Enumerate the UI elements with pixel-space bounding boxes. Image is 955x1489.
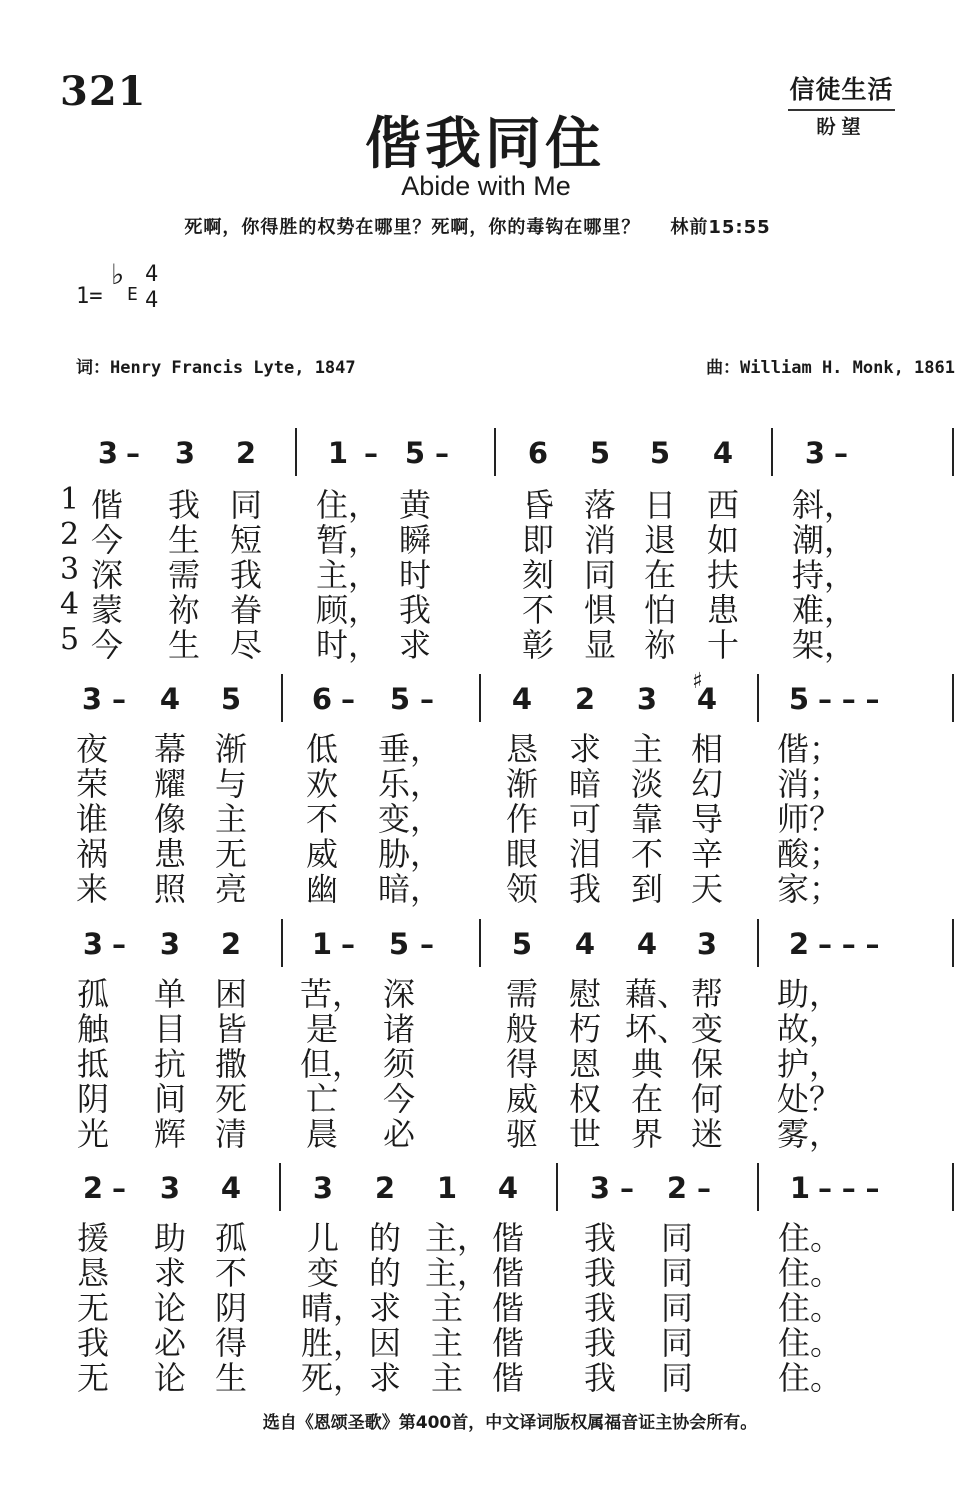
note: 3 (81, 682, 103, 716)
note: 2 (574, 682, 596, 716)
lyric-char: 昏 (521, 486, 555, 524)
lyric-char: 师？ (776, 800, 842, 838)
duration-dash: – (341, 928, 355, 961)
lyric-char: 主 (430, 1289, 464, 1327)
note: 5 (511, 927, 533, 961)
lyric-char: 刻 (521, 556, 555, 594)
lyric-char: 同 (660, 1324, 694, 1362)
lyric-char: 故， (776, 1010, 842, 1048)
lyric-char: 幽 (305, 870, 339, 908)
lyric-char: 同 (660, 1289, 694, 1327)
lyric-char: 保 (690, 1045, 724, 1083)
note: 6 (527, 436, 549, 470)
lyric-char: 深 (382, 975, 416, 1013)
note: 1 (311, 927, 333, 961)
scripture-reference: 林前15:55 (670, 217, 771, 238)
lyric-char: 在 (643, 556, 677, 594)
key-prefix: 1= (76, 284, 103, 309)
lyric-char: 欢 (305, 765, 339, 803)
lyric-char: 暂， (315, 521, 381, 559)
barline (952, 428, 954, 476)
verse-number: 1 (60, 482, 80, 517)
lyric-char: 天 (690, 870, 724, 908)
lyric-char: 夜 (75, 730, 109, 768)
lyric-char: 生 (214, 1359, 248, 1397)
note: 2 (235, 436, 257, 470)
lyric-char: 我 (76, 1324, 110, 1362)
lyric-char: 幕 (153, 730, 187, 768)
duration-dash: – – – (818, 928, 880, 961)
lyric-char: 显 (583, 626, 617, 664)
note: 4 (220, 1171, 242, 1205)
verse-number: 3 (60, 552, 80, 587)
lyric-char: 淡 (630, 765, 664, 803)
lyric-char: 必 (382, 1115, 416, 1153)
note: 3 (589, 1171, 611, 1205)
lyric-char: 我 (583, 1219, 617, 1257)
barline (952, 919, 954, 967)
lyric-char: 患 (153, 835, 187, 873)
barline (757, 919, 759, 967)
lyric-char: 偕 (491, 1289, 525, 1327)
lyric-char: 酸； (776, 835, 842, 873)
note: 5 (404, 436, 426, 470)
duration-dash: – (420, 928, 434, 961)
lyric-char: 何 (690, 1080, 724, 1118)
lyric-char: 同 (660, 1219, 694, 1257)
lyric-char: 祢 (643, 626, 677, 664)
lyric-char: 儿 (306, 1219, 340, 1257)
lyric-char: 得 (505, 1045, 539, 1083)
lyricist-credit: 词：Henry Francis Lyte, 1847 (76, 358, 356, 378)
barline (757, 674, 759, 722)
lyric-char: 渐 (214, 730, 248, 768)
lyric-char: 无 (76, 1359, 110, 1397)
duration-dash: – (364, 437, 378, 470)
lyric-char: 须 (382, 1045, 416, 1083)
lyric-char: 偕 (491, 1359, 525, 1397)
note: 3 (159, 1171, 181, 1205)
note: 3 (97, 436, 119, 470)
lyric-char: 渐 (505, 765, 539, 803)
lyric-char: 像 (153, 800, 187, 838)
lyric-char: 皆 (214, 1010, 248, 1048)
lyric-char: 今 (90, 521, 124, 559)
lyric-char: 短 (229, 521, 263, 559)
lyric-char: 驱 (505, 1115, 539, 1153)
lyric-char: 领 (505, 870, 539, 908)
lyric-char: 辛 (690, 835, 724, 873)
lyric-char: 抵 (76, 1045, 110, 1083)
lyric-char: 求 (398, 626, 432, 664)
lyric-char: 的 (368, 1219, 402, 1257)
lyric-char: 祸 (75, 835, 109, 873)
barline (494, 428, 496, 476)
lyric-char: 相 (690, 730, 724, 768)
lyric-char: 我 (583, 1254, 617, 1292)
lyric-char: 死， (300, 1359, 366, 1397)
note: 4 (574, 927, 596, 961)
lyric-char: 偕 (491, 1219, 525, 1257)
lyric-char: 蒙 (90, 591, 124, 629)
lyric-char: 胁， (377, 835, 443, 873)
lyric-char: 谁 (75, 800, 109, 838)
lyric-char: 顾， (315, 591, 381, 629)
lyric-char: 同 (660, 1359, 694, 1397)
lyric-char: 主 (430, 1324, 464, 1362)
duration-dash: – (112, 1172, 126, 1205)
lyric-char: 援 (76, 1219, 110, 1257)
lyric-char: 同 (583, 556, 617, 594)
duration-dash: – (435, 437, 449, 470)
time-signature (145, 262, 158, 314)
duration-dash: – (697, 1172, 711, 1205)
lyric-char: 帮 (690, 975, 724, 1013)
time-signature-bottom: 4 (145, 288, 159, 313)
note: 4 (159, 682, 181, 716)
note: 1 (327, 436, 349, 470)
lyric-char: 祢 (167, 591, 201, 629)
sharp-sign: ♯ (692, 669, 703, 694)
lyric-char: 般 (505, 1010, 539, 1048)
note: 1 (789, 1171, 811, 1205)
lyric-char: 需 (505, 975, 539, 1013)
lyric-char: 因 (368, 1324, 402, 1362)
lyric-char: 变， (377, 800, 443, 838)
barline (295, 428, 297, 476)
lyric-char: 晴， (300, 1289, 366, 1327)
verse-number: 4 (60, 587, 80, 622)
lyric-char: 靠 (630, 800, 664, 838)
lyric-char: 光 (76, 1115, 110, 1153)
lyric-char: 斜， (791, 486, 857, 524)
lyric-char: 助， (776, 975, 842, 1013)
duration-dash: – (112, 683, 126, 716)
duration-dash: – – – (818, 1172, 880, 1205)
lyric-char: 苦， (299, 975, 365, 1013)
lyric-char: 耀 (153, 765, 187, 803)
note: 2 (220, 927, 242, 961)
lyric-char: 撒 (214, 1045, 248, 1083)
lyric-char: 照 (153, 870, 187, 908)
lyric-char: 住。 (777, 1359, 843, 1397)
lyric-char: 在 (630, 1080, 664, 1118)
lyric-char: 护， (776, 1045, 842, 1083)
note: 5 (388, 927, 410, 961)
lyric-char: 眷 (229, 591, 263, 629)
lyric-char: 扶 (706, 556, 740, 594)
lyric-char: 死 (214, 1080, 248, 1118)
duration-dash: – (420, 683, 434, 716)
lyric-char: 暗， (377, 870, 443, 908)
lyric-char: 垂， (377, 730, 443, 768)
lyric-char: 清 (214, 1115, 248, 1153)
lyric-char: 孤 (214, 1219, 248, 1257)
lyric-char: 如 (706, 521, 740, 559)
duration-dash: – (834, 437, 848, 470)
copyright-footer: 选自《恩颂圣歌》第400首，中文译词版权属福音证主协会所有。 (262, 1413, 758, 1433)
lyric-char: 亡 (305, 1080, 339, 1118)
note: 2 (82, 1171, 104, 1205)
note: 4 (511, 682, 533, 716)
lyric-char: 需 (167, 556, 201, 594)
note: 5 (788, 682, 810, 716)
barline (771, 428, 773, 476)
duration-dash: – (341, 683, 355, 716)
lyric-char: 间 (153, 1080, 187, 1118)
lyric-char: 低 (305, 730, 339, 768)
lyric-char: 我 (229, 556, 263, 594)
lyric-char: 患 (706, 591, 740, 629)
lyric-char: 住。 (777, 1254, 843, 1292)
composer-credit: 曲：William H. Monk, 1861 (706, 358, 955, 378)
flat-sign: ♭ (111, 258, 125, 291)
lyric-char: 论 (153, 1359, 187, 1397)
barline (479, 919, 481, 967)
lyric-char: 辉 (153, 1115, 187, 1153)
lyric-char: 但， (299, 1045, 365, 1083)
duration-dash: – (620, 1172, 634, 1205)
lyric-char: 阴 (76, 1080, 110, 1118)
lyric-char: 暗 (568, 765, 602, 803)
lyric-char: 必 (153, 1324, 187, 1362)
lyric-char: 阴 (214, 1289, 248, 1327)
lyric-char: 偕 (491, 1254, 525, 1292)
lyric-char: 即 (521, 521, 555, 559)
lyric-char: 住。 (777, 1324, 843, 1362)
time-signature-top: 4 (145, 262, 159, 287)
note: 4 (712, 436, 734, 470)
lyric-char: 亮 (214, 870, 248, 908)
key-note: E (127, 284, 138, 305)
lyric-char: 求 (368, 1359, 402, 1397)
lyric-char: 不 (214, 1254, 248, 1292)
lyric-char: 退 (643, 521, 677, 559)
hymn-number: 321 (60, 68, 147, 115)
barline (757, 1163, 759, 1211)
lyric-char: 尽 (229, 626, 263, 664)
lyric-char: 处？ (776, 1080, 842, 1118)
lyric-char: 偕 (491, 1324, 525, 1362)
lyric-char: 怕 (643, 591, 677, 629)
lyric-char: 胜， (300, 1324, 366, 1362)
lyric-char: 论 (153, 1289, 187, 1327)
lyric-char: 世 (568, 1115, 602, 1153)
lyric-char: 不 (630, 835, 664, 873)
lyric-char: 同 (660, 1254, 694, 1292)
barline (281, 919, 283, 967)
lyric-char: 求 (368, 1289, 402, 1327)
lyric-char: 恳 (76, 1254, 110, 1292)
verse-number: 5 (60, 622, 80, 657)
lyric-char: 到 (630, 870, 664, 908)
barline (952, 1163, 954, 1211)
lyric-char: 我 (583, 1289, 617, 1327)
note: 3 (696, 927, 718, 961)
lyric-char: 雾， (776, 1115, 842, 1153)
duration-dash: – (126, 437, 140, 470)
note: 3 (312, 1171, 334, 1205)
duration-dash: – – – (818, 683, 880, 716)
lyric-char: 落 (583, 486, 617, 524)
note: 1 (436, 1171, 458, 1205)
barline (281, 674, 283, 722)
lyric-char: 导 (690, 800, 724, 838)
lyric-char: 我 (568, 870, 602, 908)
lyric-char: 住。 (777, 1219, 843, 1257)
lyric-char: 住， (315, 486, 381, 524)
lyric-char: 坏、 (624, 1010, 690, 1048)
lyric-char: 界 (630, 1115, 664, 1153)
lyric-char: 时 (398, 556, 432, 594)
lyric-char: 迷 (690, 1115, 724, 1153)
lyric-char: 时， (315, 626, 381, 664)
lyric-char: 慰 (568, 975, 602, 1013)
lyric-char: 目 (153, 1010, 187, 1048)
lyric-char: 家； (776, 870, 842, 908)
lyric-char: 主， (424, 1254, 490, 1292)
barline (556, 1163, 558, 1211)
lyric-char: 助 (153, 1219, 187, 1257)
lyric-char: 惧 (583, 591, 617, 629)
lyric-char: 黄 (398, 486, 432, 524)
lyric-char: 不 (305, 800, 339, 838)
lyric-char: 得 (214, 1324, 248, 1362)
lyric-char: 住。 (777, 1289, 843, 1327)
lyric-char: 生 (167, 521, 201, 559)
hymn-title: 偕我同住 (365, 112, 605, 177)
lyric-char: 主， (424, 1219, 490, 1257)
lyric-char: 消 (583, 521, 617, 559)
category-label: 信徒生活 (788, 70, 895, 111)
lyric-char: 威 (505, 1080, 539, 1118)
lyric-char: 同 (229, 486, 263, 524)
barline (952, 674, 954, 722)
barline (479, 674, 481, 722)
lyric-char: 难， (791, 591, 857, 629)
lyric-char: 恳 (505, 730, 539, 768)
lyric-char: 眼 (505, 835, 539, 873)
lyric-char: 求 (568, 730, 602, 768)
lyric-char: 十 (706, 626, 740, 664)
lyric-char: 无 (214, 835, 248, 873)
note: 3 (174, 436, 196, 470)
lyric-char: 西 (706, 486, 740, 524)
lyric-char: 架， (791, 626, 857, 664)
lyric-char: 藉、 (624, 975, 690, 1013)
lyric-char: 作 (505, 800, 539, 838)
note: 4 (696, 682, 718, 716)
scripture-line (0, 213, 955, 239)
lyric-char: 无 (76, 1289, 110, 1327)
lyric-char: 乐， (377, 765, 443, 803)
lyric-char: 生 (167, 626, 201, 664)
note: 6 (311, 682, 333, 716)
lyric-char: 不 (521, 591, 555, 629)
barline (279, 1163, 281, 1211)
lyric-char: 朽 (568, 1010, 602, 1048)
note: 3 (636, 682, 658, 716)
note: 2 (374, 1171, 396, 1205)
lyric-char: 的 (368, 1254, 402, 1292)
lyric-char: 触 (76, 1010, 110, 1048)
lyric-char: 主， (315, 556, 381, 594)
lyric-char: 变 (690, 1010, 724, 1048)
lyric-char: 主 (630, 730, 664, 768)
note: 2 (666, 1171, 688, 1205)
lyric-char: 与 (214, 765, 248, 803)
lyric-char: 单 (153, 975, 187, 1013)
lyric-char: 孤 (76, 975, 110, 1013)
lyric-char: 深 (90, 556, 124, 594)
lyric-char: 晨 (305, 1115, 339, 1153)
lyric-char: 我 (167, 486, 201, 524)
lyric-char: 今 (90, 626, 124, 664)
lyric-char: 潮， (791, 521, 857, 559)
lyric-char: 消； (776, 765, 842, 803)
lyric-char: 主 (430, 1359, 464, 1397)
lyric-char: 典 (630, 1045, 664, 1083)
lyric-char: 泪 (568, 835, 602, 873)
note: 3 (804, 436, 826, 470)
lyric-char: 彰 (521, 626, 555, 664)
lyric-char: 瞬 (398, 521, 432, 559)
scripture-text: 死啊，你得胜的权势在哪里？死啊，你的毒钩在哪里？ (184, 217, 641, 238)
lyric-char: 变 (306, 1254, 340, 1292)
lyric-char: 权 (568, 1080, 602, 1118)
lyric-char: 我 (583, 1359, 617, 1397)
note: 4 (636, 927, 658, 961)
lyric-char: 我 (583, 1324, 617, 1362)
lyric-char: 来 (75, 870, 109, 908)
english-title: Abide with Me (401, 171, 571, 201)
note: 5 (649, 436, 671, 470)
lyric-char: 日 (643, 486, 677, 524)
lyric-char: 威 (305, 835, 339, 873)
lyric-char: 恩 (568, 1045, 602, 1083)
verse-number: 2 (60, 517, 80, 552)
lyric-char: 今 (382, 1080, 416, 1118)
lyric-char: 幻 (690, 765, 724, 803)
note: 5 (220, 682, 242, 716)
subcategory-label: 盼望 (816, 116, 867, 138)
lyric-char: 荣 (75, 765, 109, 803)
duration-dash: – (112, 928, 126, 961)
note: 3 (82, 927, 104, 961)
lyric-char: 是 (305, 1010, 339, 1048)
note: 4 (497, 1171, 519, 1205)
lyric-char: 偕； (776, 730, 842, 768)
lyric-char: 持， (791, 556, 857, 594)
lyric-char: 偕 (90, 486, 124, 524)
lyric-char: 困 (214, 975, 248, 1013)
lyric-char: 抗 (153, 1045, 187, 1083)
note: 2 (788, 927, 810, 961)
note: 5 (389, 682, 411, 716)
note: 3 (159, 927, 181, 961)
lyric-char: 诸 (382, 1010, 416, 1048)
lyric-char: 求 (153, 1254, 187, 1292)
lyric-char: 可 (568, 800, 602, 838)
lyric-char: 主 (214, 800, 248, 838)
lyric-char: 我 (398, 591, 432, 629)
note: 5 (589, 436, 611, 470)
